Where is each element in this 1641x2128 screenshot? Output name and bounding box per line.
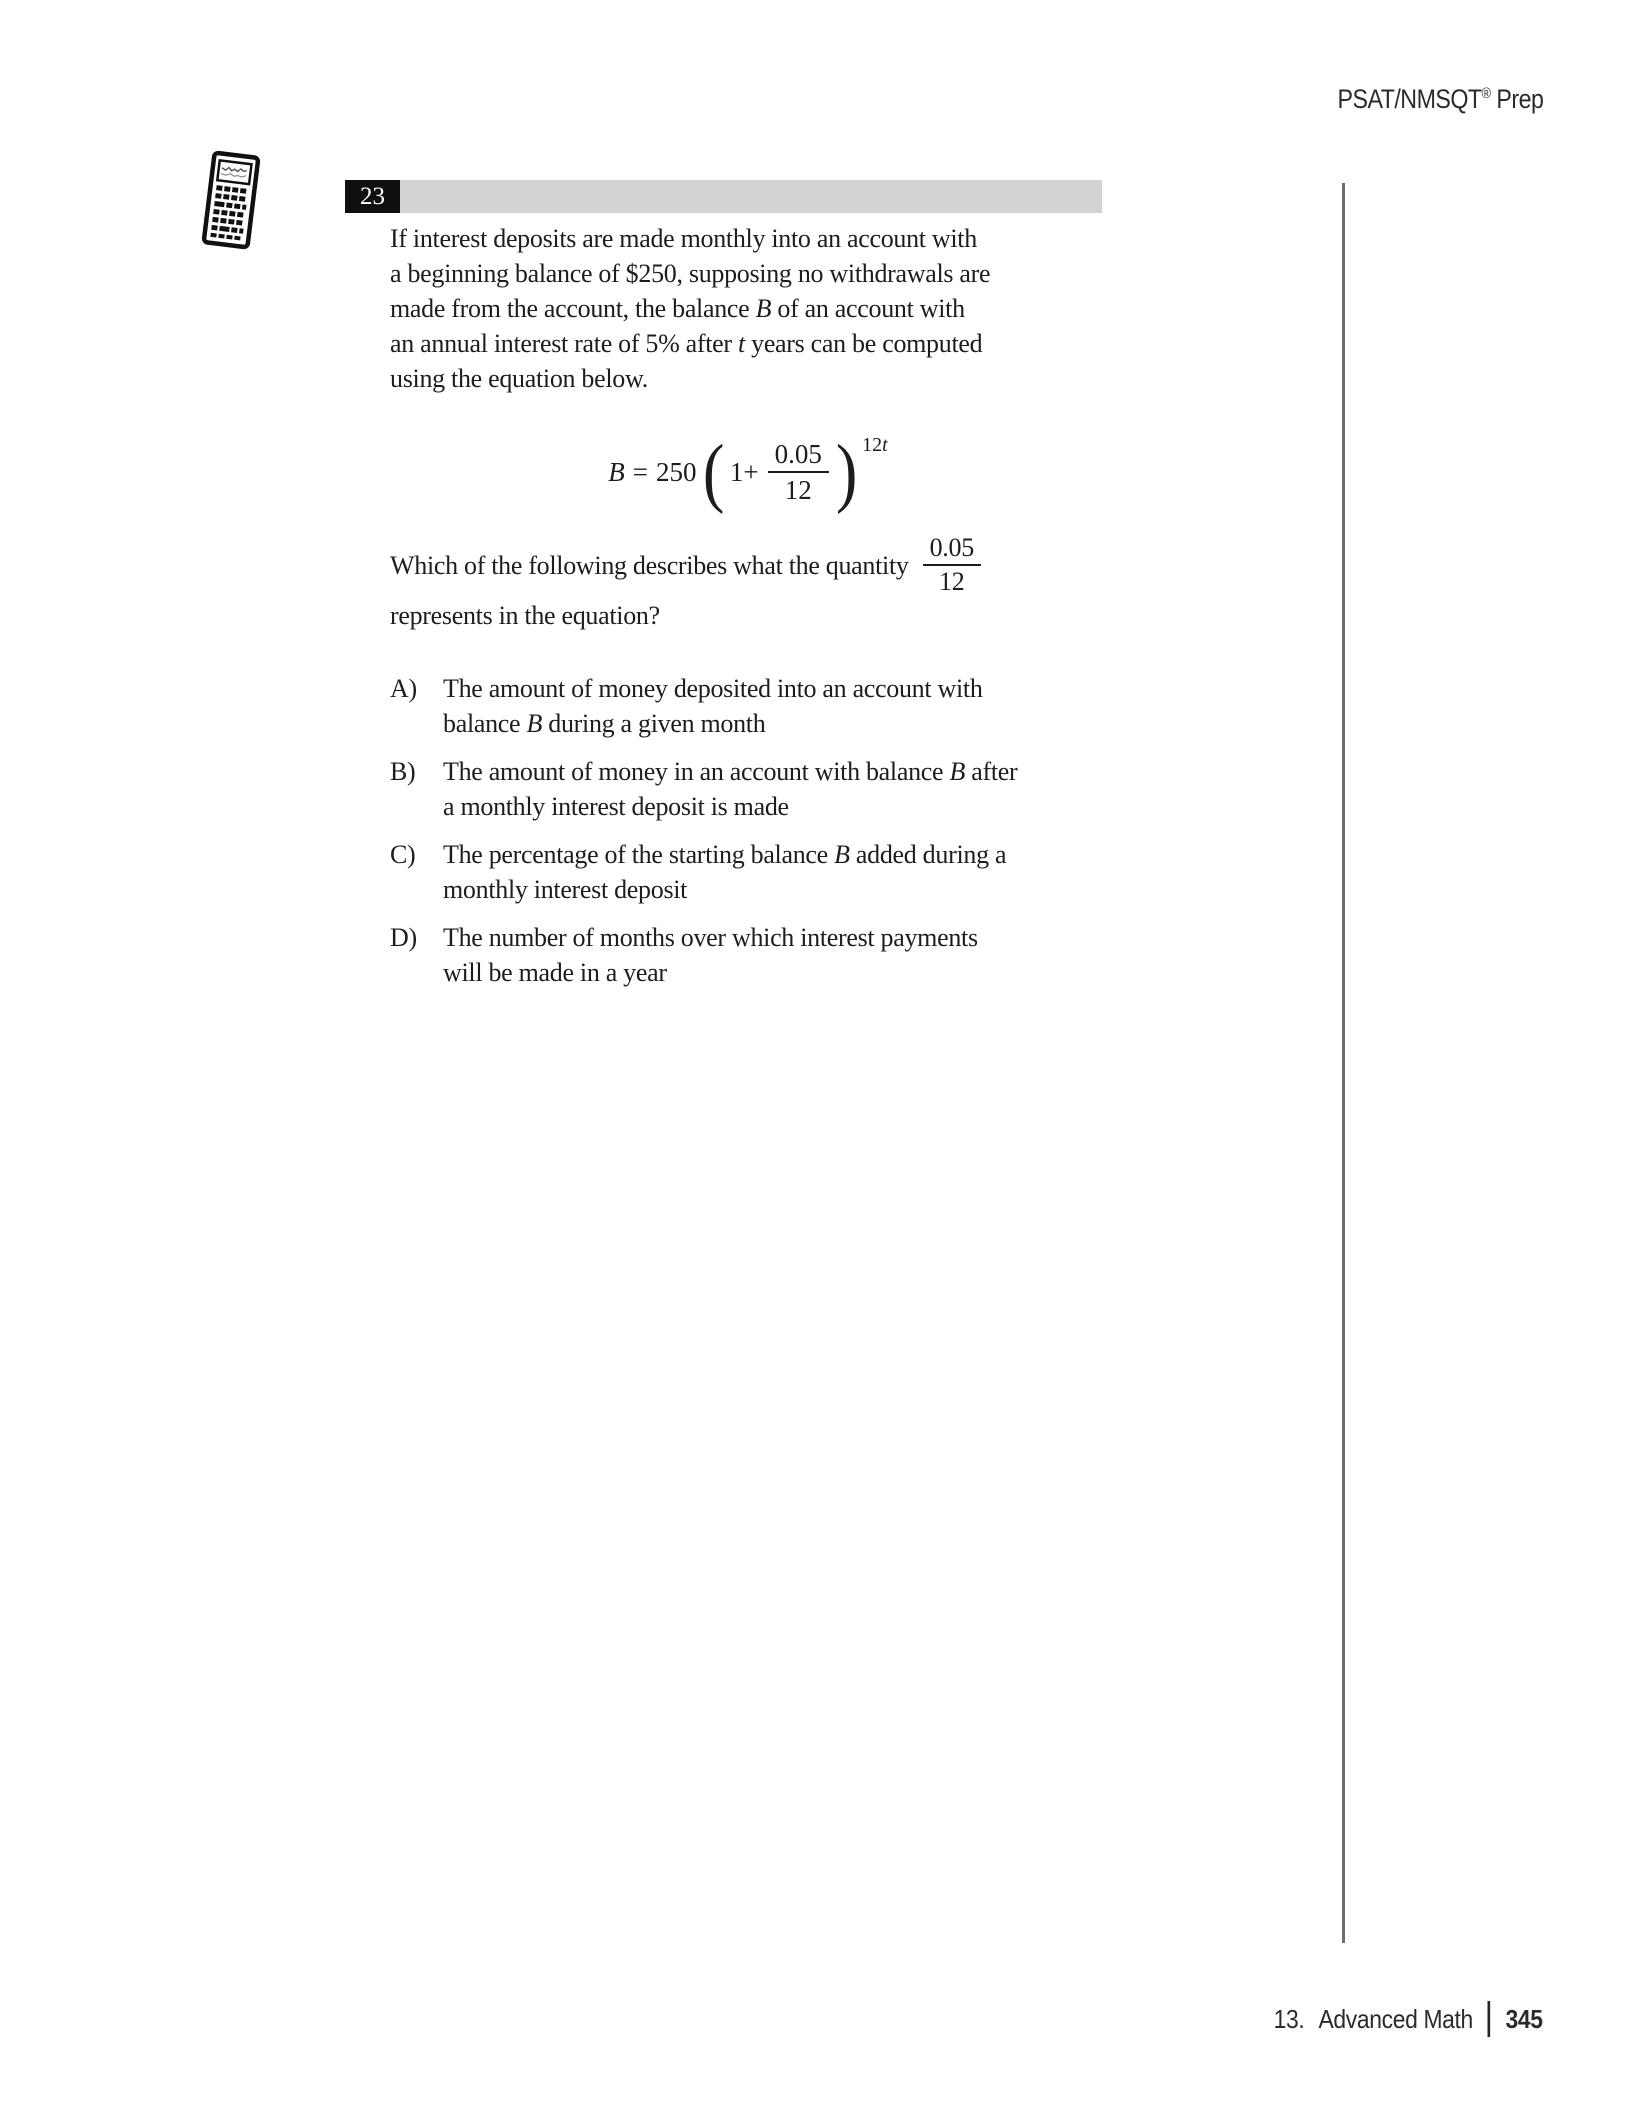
choice-A [390,671,1102,741]
equation-coefficient: 250 [656,456,697,487]
footer-divider [1488,2001,1491,2037]
choice-text [443,671,983,741]
choice-line: monthly interest deposit [443,875,688,904]
choice-label: D) [390,923,417,952]
question-stem [390,532,1102,633]
choice-label: A) [390,674,417,703]
equation-fraction [768,440,829,505]
choice-C [390,837,1102,907]
fraction-denominator: 12 [923,564,981,595]
header-suffix: Prep [1490,84,1543,114]
prompt-line [390,361,1102,396]
choice-line: balance [443,709,527,738]
registered-trademark-symbol: ® [1481,86,1491,102]
equation-inner-term: 1+ [729,456,759,487]
question-prompt [390,221,1102,396]
page-footer [1274,2001,1543,2037]
prompt-text: If interest deposits are made monthly into an account with [390,224,977,253]
compound-interest-equation: B = 250 ( 1+ $\frac{0.05}{12}$ ) 12t [608,429,888,515]
choice-D [390,920,1102,990]
choice-line: will be made in a year [443,958,667,987]
exponent-variable: t [882,433,888,456]
prompt-text: using the equation below. [390,364,648,393]
choice-line: a monthly interest deposit is made [443,792,789,821]
chapter-title: Advanced Math [1318,2003,1474,2034]
choice-line: The amount of money in an account with balance [443,757,950,786]
choice-line: The amount of money deposited into an account with [443,674,983,703]
variable-B: B [949,757,966,786]
prompt-text: an annual interest rate of 5% after [390,329,738,358]
answer-choices [390,671,1102,990]
chapter-number: 13. [1274,2003,1305,2034]
question-body [390,221,1102,1003]
choice-line: The number of months over which interest payments [443,923,978,952]
stem-fraction [923,535,981,595]
choice-text [443,837,1006,907]
prompt-text: of an account with [771,294,965,323]
choice-text [443,920,978,990]
header-brand: PSAT/NMSQT [1337,84,1482,114]
variable-B: B [834,840,850,869]
choice-label: C) [390,840,416,869]
equation-exponent [862,428,888,463]
choice-line: during a given month [542,709,766,738]
prompt-text: a beginning balance of $250, supposing no withdrawals are [390,259,991,288]
variable-B: B [526,709,543,738]
prompt-line [390,256,1102,291]
fraction-numerator: 0.05 [774,438,822,469]
prompt-line [390,221,1102,256]
choice-label: B) [390,757,416,786]
fraction-numerator: 0.05 [929,533,974,562]
stem-text: Which of the following describes what the quantity [390,550,909,580]
prompt-line [390,291,1102,326]
prompt-line [390,326,1102,361]
choice-text [443,754,1017,824]
fraction-denominator: 12 [768,471,829,504]
stem-line [390,532,1102,598]
page-header-title [1337,84,1543,115]
question-number: 23 [345,180,400,213]
prompt-text: years can be computed [744,329,983,358]
stem-text: represents in the equation? [390,601,660,630]
question-number-bar [345,180,1102,213]
equals-sign: = [632,456,649,487]
calculator-icon [195,149,266,252]
choice-line: The percentage of the starting balance [443,840,835,869]
page-number: 345 [1505,2003,1543,2034]
variable-t: t [737,329,745,358]
choice-line: after [965,757,1018,786]
prompt-text: made from the account, the balance [390,294,756,323]
choice-B [390,754,1102,824]
choice-line: added during a [849,840,1007,869]
variable-B: B [755,294,772,323]
question-bar-track [400,180,1102,213]
exponent-number: 12 [862,433,883,456]
page-margin-rule [1342,183,1345,1943]
equation-lhs: B [608,456,625,487]
